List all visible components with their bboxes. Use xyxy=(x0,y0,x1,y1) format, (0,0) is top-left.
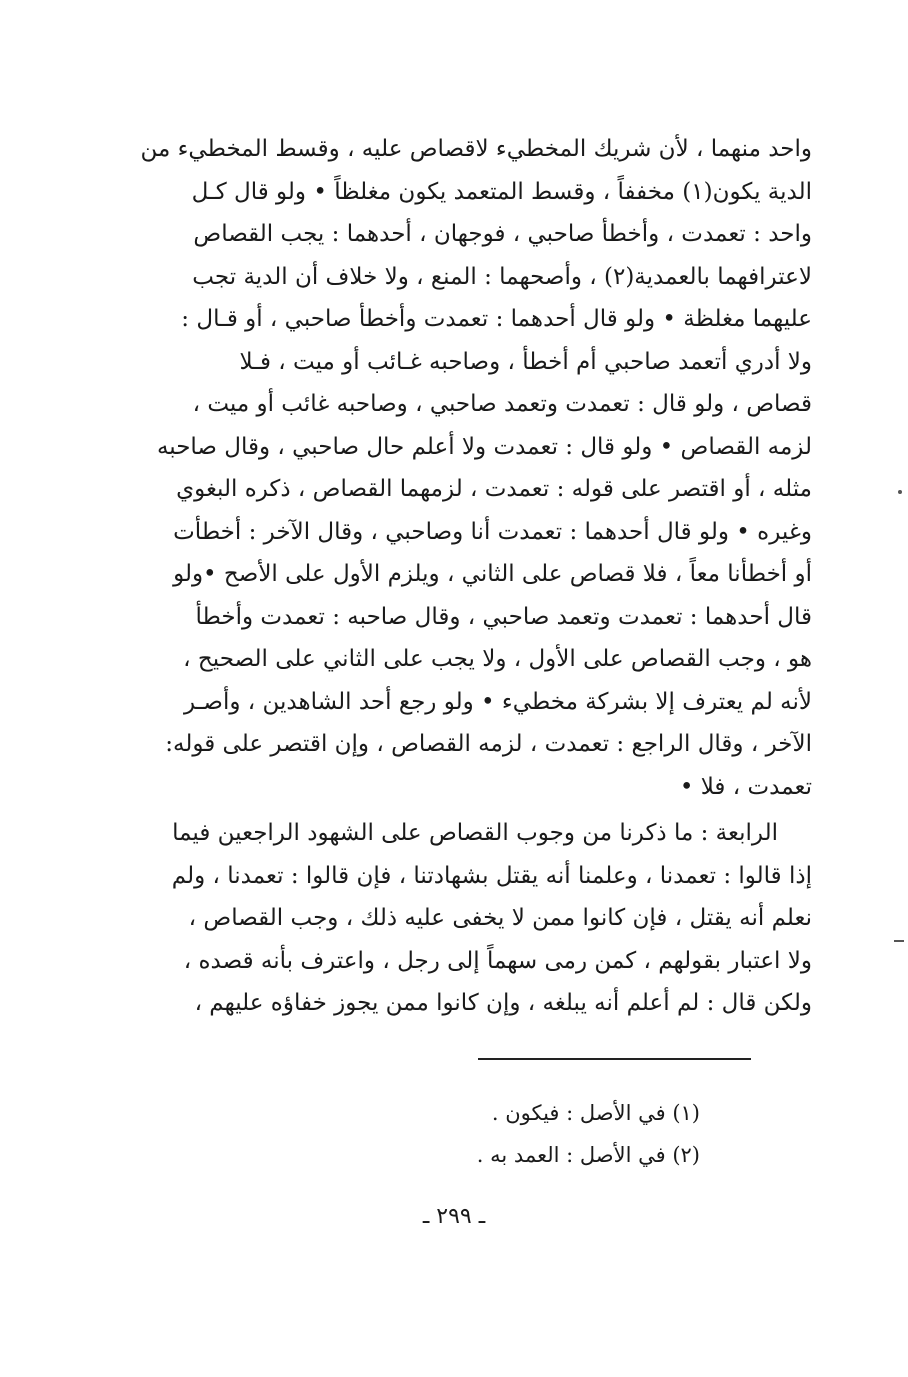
page-number: ـ ٢٩٩ ـ xyxy=(422,1204,486,1229)
text-line: الآخر ، وقال الراجع : تعمدت ، لزمه القصاص ، وإن اقتصر على قوله: xyxy=(165,731,812,757)
margin-speck xyxy=(898,490,902,494)
text-line: هو ، وجب القصاص على الأول ، ولا يجب على الثاني على الصحيح ، xyxy=(183,646,812,672)
text-line: الدية يكون(١) مخففاً ، وقسط المتعمد يكون مغلظاً • ولو قال كـل xyxy=(191,178,812,205)
text-line: أو أخطأنا معاً ، فلا قصاص على الثاني ، ويلزم الأول على الأصح •ولو xyxy=(173,561,812,587)
text-line: قصاص ، ولو قال : تعمدت وتعمد صاحبي ، وصاحبه غائب أو ميت ، xyxy=(192,391,812,417)
text-line: قال أحدهما : تعمدت وتعمد صاحبي ، وقال صاحبه : تعمدت وأخطأ xyxy=(195,603,812,630)
text-line: وغيره • ولو قال أحدهما : تعمدت أنا وصاحبي ، وقال الآخر : أخطأت xyxy=(173,518,812,545)
text-line: نعلم أنه يقتل ، فإن كانوا ممن لا يخفى عليه ذلك ، وجب القصاص ، xyxy=(188,905,812,931)
text-line: إذا قالوا : تعمدنا ، وعلمنا أنه يقتل بشهادتنا ، فإن قالوا : تعمدنا ، ولم xyxy=(171,862,812,889)
text-line: مثله ، أو اقتصر على قوله : تعمدت ، لزمهما القصاص ، ذكره البغوي xyxy=(176,476,812,502)
text-line: لاعترافهما بالعمدية(٢) ، وأصحهما : المنع ، ولا خلاف أن الدية تجب xyxy=(192,263,812,290)
footnote-2: (٢) في الأصل : العمد به . xyxy=(476,1143,700,1167)
text-line: لأنه لم يعترف إلا بشركة مخطيء • ولو رجع أحد الشاهدين ، وأصـر xyxy=(183,688,812,715)
footnotes xyxy=(280,1092,700,1176)
footnote-separator xyxy=(478,1058,751,1060)
margin-tick xyxy=(894,940,904,942)
main-paragraph-2 xyxy=(96,812,812,1025)
text-line: تعمدت ، فلا • xyxy=(679,773,812,800)
text-line: واحد منهما ، لأن شريك المخطيء لاقصاص عليه ، وقسط المخطيء من xyxy=(140,136,812,162)
main-paragraph-1 xyxy=(96,128,812,808)
text-line: ولكن قال : لم أعلم أنه يبلغه ، وإن كانوا ممن يجوز خفاؤه عليهم ، xyxy=(194,990,812,1016)
text-line: لزمه القصاص • ولو قال : تعمدت ولا أعلم حال صاحبي ، وقال صاحبه xyxy=(156,433,812,460)
text-line: ولا اعتبار بقولهم ، كمن رمى سهماً إلى رجل ، واعترف بأنه قصده ، xyxy=(183,947,812,974)
text-line: ولا أدري أتعمد صاحبي أم أخطأ ، وصاحبه غـائب أو ميت ، فـلا xyxy=(239,348,812,375)
footnote-1: (١) في الأصل : فيكون . xyxy=(491,1101,700,1125)
text-line: الرابعة : ما ذكرنا من وجوب القصاص على الشهود الراجعين فيما xyxy=(172,820,778,846)
text-line: واحد : تعمدت ، وأخطأ صاحبي ، فوجهان ، أحدهما : يجب القصاص xyxy=(193,221,812,247)
text-line: عليهما مغلظة • ولو قال أحدهما : تعمدت وأخطأ صاحبي ، أو قـال : xyxy=(181,306,812,332)
